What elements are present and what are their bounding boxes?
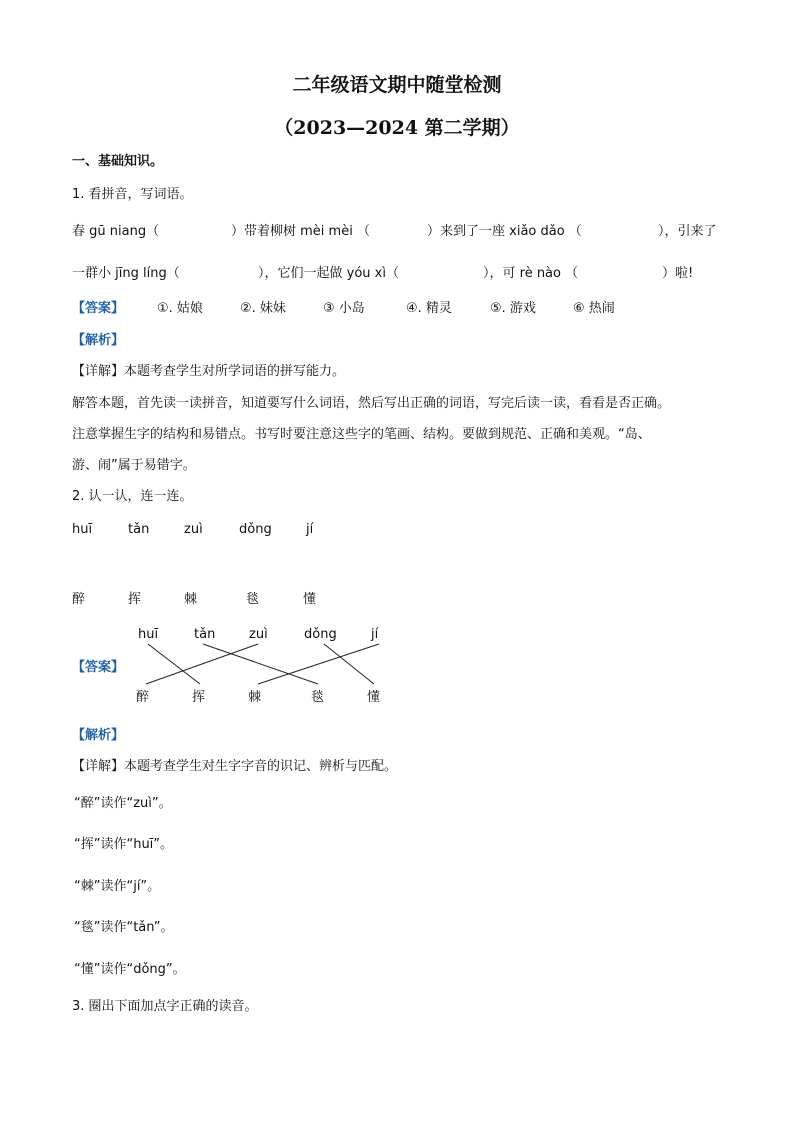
q2-answer-label: 【答案】 xyxy=(72,660,125,675)
q2-answer-pinyin-1: huī xyxy=(138,627,159,642)
q1-line1-part3: ）来到了一座 xiǎo dǎo （ xyxy=(427,224,582,239)
q3-prompt: 3. 圈出下面加点字正确的读音。 xyxy=(72,999,258,1014)
q2-answer-char-1: 醉 xyxy=(136,690,150,705)
q2-char-2: 挥 xyxy=(128,592,142,607)
q2-reading-2: “挥”读作“huī”。 xyxy=(74,837,174,852)
match-line-zui-zui xyxy=(146,644,258,684)
q2-pinyin-3: zuì xyxy=(184,522,203,537)
q1-line2-part2: ），它们一起做 yóu xì（ xyxy=(258,266,399,281)
q1-answer-6: ⑥ 热闹 xyxy=(573,301,615,316)
q2-char-1: 醉 xyxy=(72,592,86,607)
q1-answer-4: ④. 精灵 xyxy=(406,301,452,316)
q2-answer-char-2: 挥 xyxy=(192,690,206,705)
match-line-dong-dong xyxy=(324,644,374,684)
q2-char-5: 懂 xyxy=(303,592,317,607)
q2-answer-char-4: 毯 xyxy=(311,690,325,705)
page-subtitle: （2023—2024 第二学期） xyxy=(274,117,520,139)
q1-line1-part2: ）带着柳树 mèi mèi （ xyxy=(231,224,370,239)
q1-detail-2: 解答本题，首先读一读拼音，知道要写什么词语，然后写出正确的词语，写完后读一读，看看是否正确。 xyxy=(72,396,671,411)
q2-reading-1: “醉”读作“zuì”。 xyxy=(74,796,172,811)
page-title: 二年级语文期中随堂检测 xyxy=(292,74,502,96)
q1-detail-3: 注意掌握生字的结构和易错点。书写时要注意这些字的笔画、结构。要做到规范、正确和美观。“岛、 xyxy=(72,427,651,442)
q2-char-4: 毯 xyxy=(246,592,260,607)
q1-line2-part4: ）啦! xyxy=(662,266,694,281)
q1-detail-4: 游、闹”属于易错字。 xyxy=(72,458,196,473)
q1-answer-1: ①. 姑娘 xyxy=(157,301,203,316)
q2-pinyin-4: dǒng xyxy=(239,522,272,537)
q1-line1-part4: ），引来了 xyxy=(658,224,717,239)
match-line-ji-ji xyxy=(258,644,379,684)
q2-prompt: 2. 认一认，连一连。 xyxy=(72,489,193,504)
q2-analysis-label: 【解析】 xyxy=(72,728,125,743)
q2-pinyin-5: jí xyxy=(306,522,314,537)
q2-reading-4: “毯”读作“tǎn”。 xyxy=(74,920,174,935)
q1-answer-5: ⑤. 游戏 xyxy=(490,301,536,316)
q2-answer-pinyin-4: dǒng xyxy=(304,627,337,642)
q2-answer-pinyin-3: zuì xyxy=(249,627,268,642)
q1-line2-part3: ），可 rè nào （ xyxy=(483,266,579,281)
q1-line1-part1: 春 gū niang（ xyxy=(72,224,160,239)
q2-answer-char-3: 棘 xyxy=(248,690,262,705)
section-heading: 一、基础知识。 xyxy=(72,154,164,169)
q2-answer-char-5: 懂 xyxy=(367,690,381,705)
q2-pinyin-1: huī xyxy=(72,522,93,537)
q1-prompt: 1. 看拼音，写词语。 xyxy=(72,187,193,202)
q1-detail-1: 【详解】本题考查学生对所学词语的拼写能力。 xyxy=(72,364,346,379)
q2-answer-pinyin-5: jí xyxy=(371,627,379,642)
q1-line2-part1: 一群小 jīng líng（ xyxy=(72,266,180,281)
q1-analysis-label: 【解析】 xyxy=(72,333,125,348)
match-line-tan-tan xyxy=(203,644,318,684)
q2-pinyin-2: tǎn xyxy=(128,522,150,537)
q2-reading-3: “棘”读作“jí”。 xyxy=(74,879,161,894)
q1-answer-3: ③ 小岛 xyxy=(323,301,365,316)
q2-detail: 【详解】本题考查学生对生字字音的识记、辨析与匹配。 xyxy=(72,759,398,774)
q1-answer-label: 【答案】 xyxy=(72,301,125,316)
match-line-hui-hui xyxy=(148,644,200,684)
q2-char-3: 棘 xyxy=(184,592,198,607)
q2-answer-pinyin-2: tǎn xyxy=(194,627,216,642)
q2-reading-5: “懂”读作“dǒng”。 xyxy=(74,962,186,977)
q1-answer-2: ②. 妹妹 xyxy=(240,301,286,316)
